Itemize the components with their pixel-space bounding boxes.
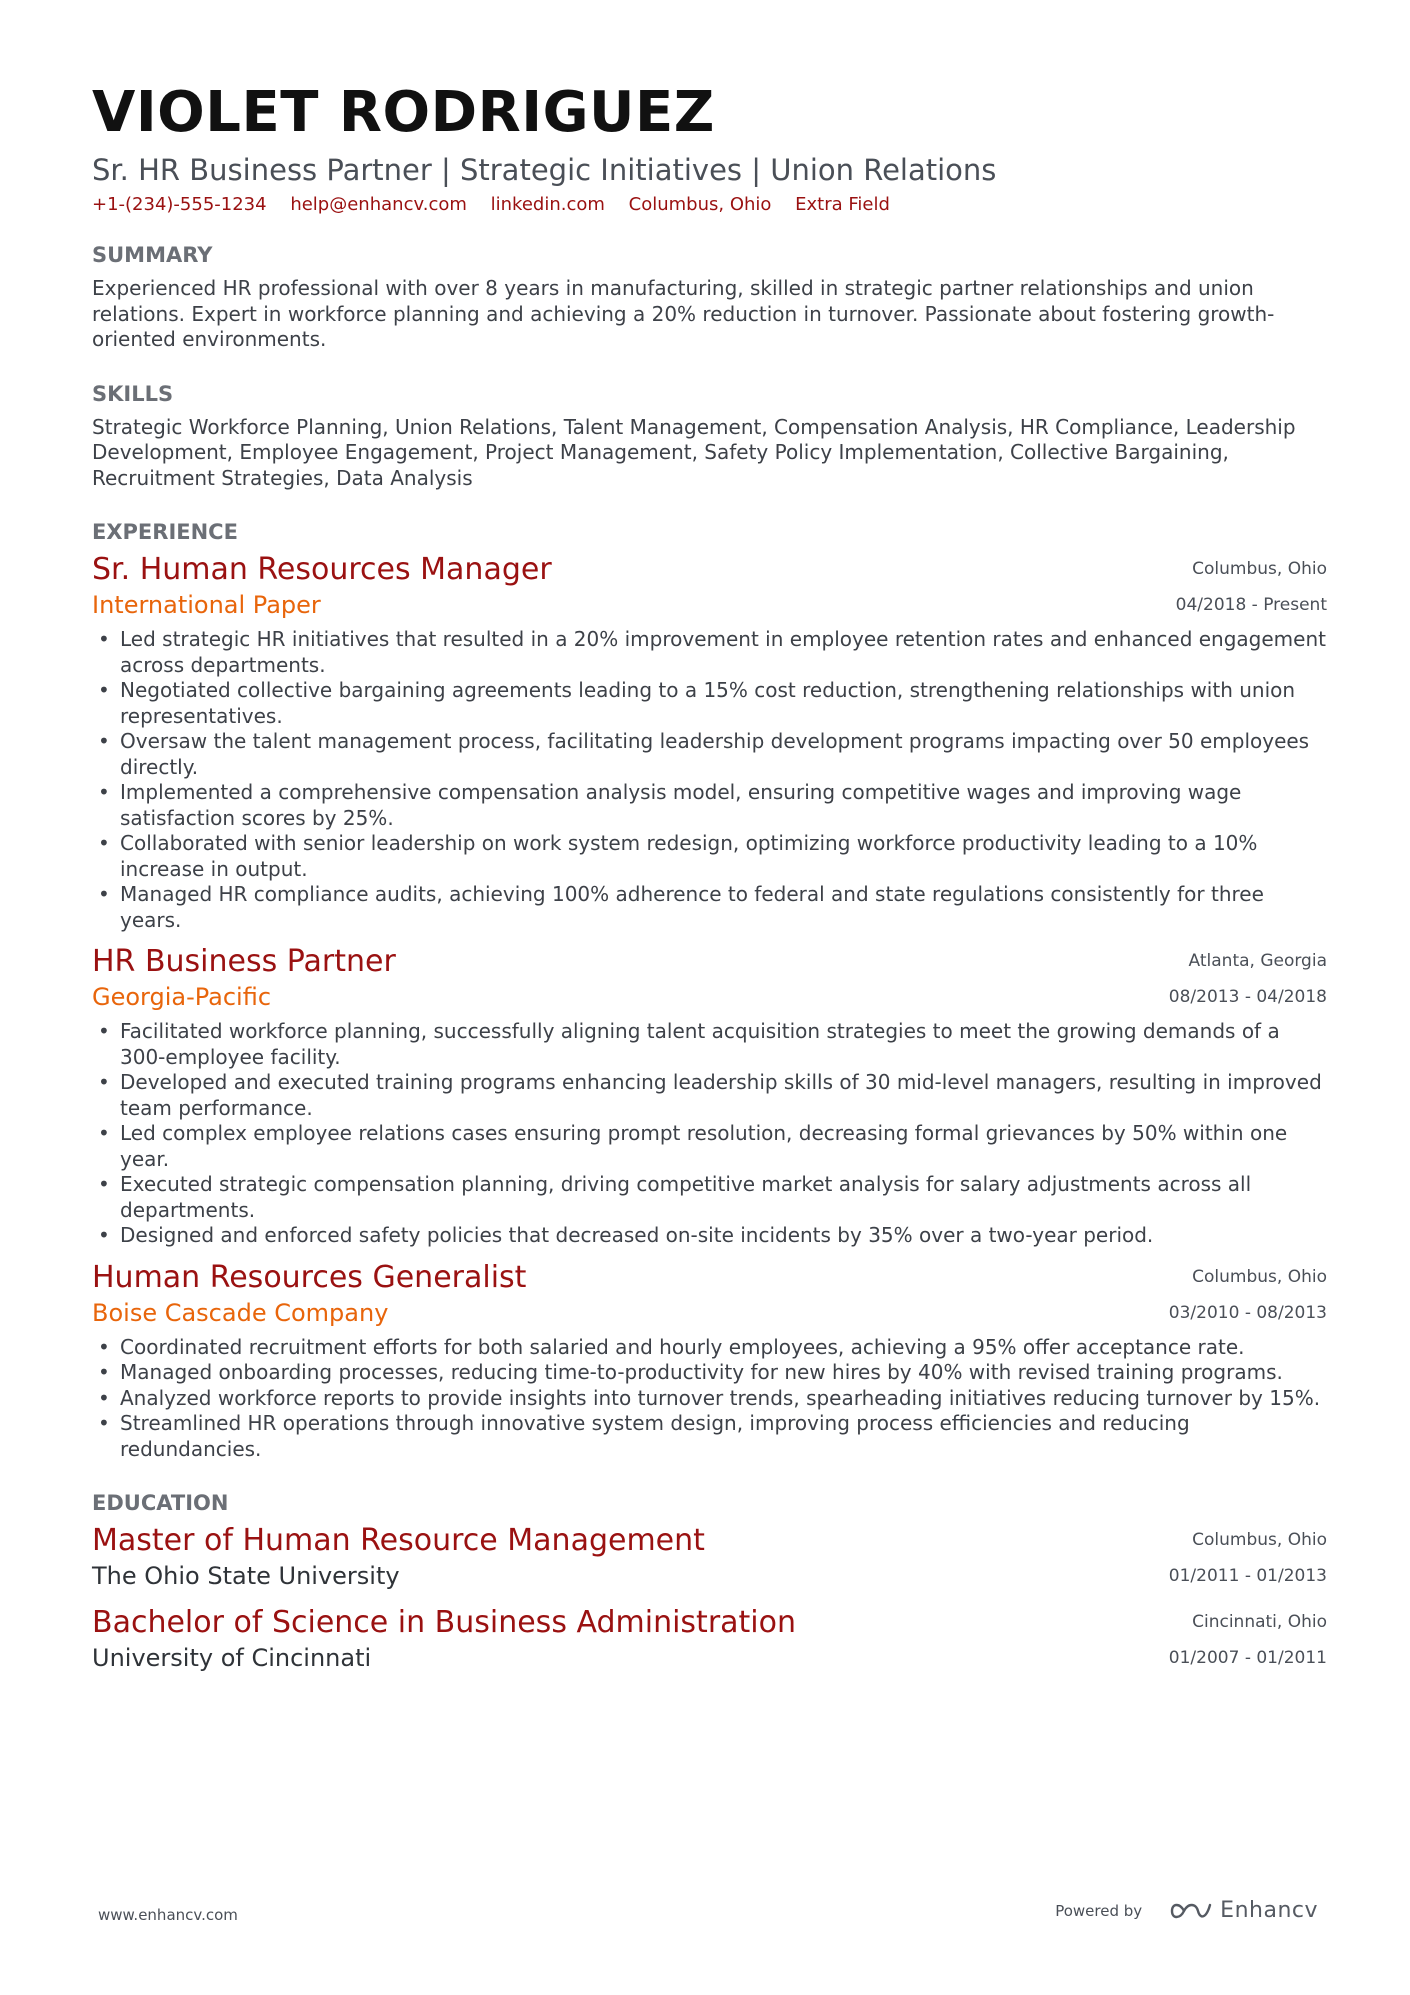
list-item: • Collaborated with senior leadership on work system redesign, optimizing workforce productivity leading to a 10% increase in output.	[92, 831, 1327, 882]
education-heading: EDUCATION	[92, 1491, 229, 1515]
education-dates: 01/2011 - 01/2013	[1168, 1566, 1327, 1586]
list-item: • Executed strategic compensation planning, driving competitive market analysis for salary adjustments across all departments.	[92, 1172, 1327, 1223]
job-dates: 04/2018 - Present	[1175, 595, 1327, 615]
education-entry	[92, 1604, 1327, 1674]
summary-heading: SUMMARY	[92, 243, 213, 267]
candidate-name: VIOLET RODRIGUEZ	[92, 80, 715, 145]
skills-heading: SKILLS	[92, 381, 174, 406]
list-item: • Facilitated workforce planning, successfully aligning talent acquisition strategies to meet the growing demands of a 300-employee facility.	[92, 1019, 1327, 1070]
job-bullets	[92, 627, 1327, 933]
list-item: • Developed and executed training programs enhancing leadership skills of 30 mid-level managers, resulting in improved team performance.	[92, 1070, 1327, 1121]
summary-text: Experienced HR professional with over 8 years in manufacturing, skilled in strategic partner relationships and union relations. Expert in workforce planning and achieving a 20% reduction in turnover. Passionate about fostering growth-oriented environments.	[92, 276, 1275, 351]
contact-phone[interactable]: +1-(234)-555-1234	[92, 194, 267, 215]
enhancv-wordmark: Enhancv	[1220, 1898, 1318, 1923]
footer-website[interactable]: www.enhancv.com	[98, 1906, 238, 1924]
school-name: University of Cincinnati	[92, 1644, 372, 1672]
resume-page	[92, 78, 1327, 1674]
list-item: • Managed onboarding processes, reducing time-to-productivity for new hires by 40% with revised training programs.	[92, 1360, 1327, 1386]
job-company: Georgia-Pacific	[92, 983, 272, 1011]
degree-title: Bachelor of Science in Business Administration	[92, 1605, 797, 1640]
experience-entry	[92, 551, 1327, 933]
contact-location: Columbus, Ohio	[628, 194, 772, 215]
job-company: Boise Cascade Company	[92, 1298, 389, 1327]
contact-extra-field: Extra Field	[795, 194, 890, 215]
job-dates: 08/2013 - 04/2018	[1168, 987, 1327, 1007]
experience-heading: EXPERIENCE	[92, 520, 238, 544]
footer-branding	[1055, 1898, 1318, 1923]
job-dates: 03/2010 - 08/2013	[1168, 1302, 1327, 1323]
job-title: HR Business Partner	[92, 944, 396, 979]
job-company: International Paper	[92, 591, 321, 619]
contact-email[interactable]: help@enhancv.com	[290, 194, 467, 215]
education-location: Cincinnati, Ohio	[1192, 1612, 1327, 1632]
list-item: • Oversaw the talent management process, facilitating leadership development programs impacting over 50 employees directly.	[92, 729, 1327, 780]
degree-title: Master of Human Resource Management	[92, 1523, 705, 1558]
job-title: Sr. Human Resources Manager	[92, 552, 552, 587]
job-bullets	[92, 1335, 1327, 1463]
education-location: Columbus, Ohio	[1192, 1530, 1327, 1550]
list-item: • Managed HR compliance audits, achieving 100% adherence to federal and state regulations consistently for three years.	[92, 882, 1327, 933]
list-item: • Implemented a comprehensive compensation analysis model, ensuring competitive wages and improving wage satisfaction scores by 25%.	[92, 780, 1327, 831]
experience-entry	[92, 1259, 1327, 1463]
enhancv-logo-icon	[1168, 1899, 1214, 1923]
education-entry	[92, 1522, 1327, 1592]
experience-entry	[92, 943, 1327, 1249]
powered-by-label: Powered by	[1055, 1901, 1143, 1920]
list-item: • Led strategic HR initiatives that resulted in a 20% improvement in employee retention rates and enhanced engagement across departments.	[92, 627, 1327, 678]
contact-line	[92, 192, 1327, 218]
job-bullets	[92, 1019, 1327, 1249]
skills-text: Strategic Workforce Planning, Union Relations, Talent Management, Compensation Analysis, HR Compliance, Leadership Development, Employee Engagement, Project Management, Safety Policy Implementation, Collective Bargaining, Recruitment Strategies, Data Analysis	[92, 414, 1296, 490]
enhancv-logo[interactable]	[1168, 1898, 1318, 1923]
list-item: • Designed and enforced safety policies that decreased on-site incidents by 35% over a two-year period.	[92, 1223, 1327, 1249]
list-item: • Coordinated recruitment efforts for both salaried and hourly employees, achieving a 95% offer acceptance rate.	[92, 1335, 1327, 1361]
contact-linkedin[interactable]: linkedin.com	[490, 194, 605, 215]
list-item: • Negotiated collective bargaining agreements leading to a 15% cost reduction, strengthening relationships with union representatives.	[92, 678, 1327, 729]
education-dates: 01/2007 - 01/2011	[1168, 1648, 1327, 1668]
list-item: • Streamlined HR operations through innovative system design, improving process efficiencies and reducing redundancies.	[92, 1411, 1327, 1462]
job-location: Columbus, Ohio	[1192, 559, 1327, 579]
job-location: Atlanta, Georgia	[1188, 951, 1327, 971]
list-item: • Analyzed workforce reports to provide insights into turnover trends, spearheading initiatives reducing turnover by 15%.	[92, 1386, 1327, 1412]
job-location: Columbus, Ohio	[1192, 1266, 1327, 1287]
candidate-subtitle: Sr. HR Business Partner | Strategic Initiatives | Union Relations	[92, 153, 997, 187]
job-title: Human Resources Generalist	[92, 1259, 527, 1295]
school-name: The Ohio State University	[92, 1562, 400, 1590]
list-item: • Led complex employee relations cases ensuring prompt resolution, decreasing formal grievances by 50% within one year.	[92, 1121, 1327, 1172]
